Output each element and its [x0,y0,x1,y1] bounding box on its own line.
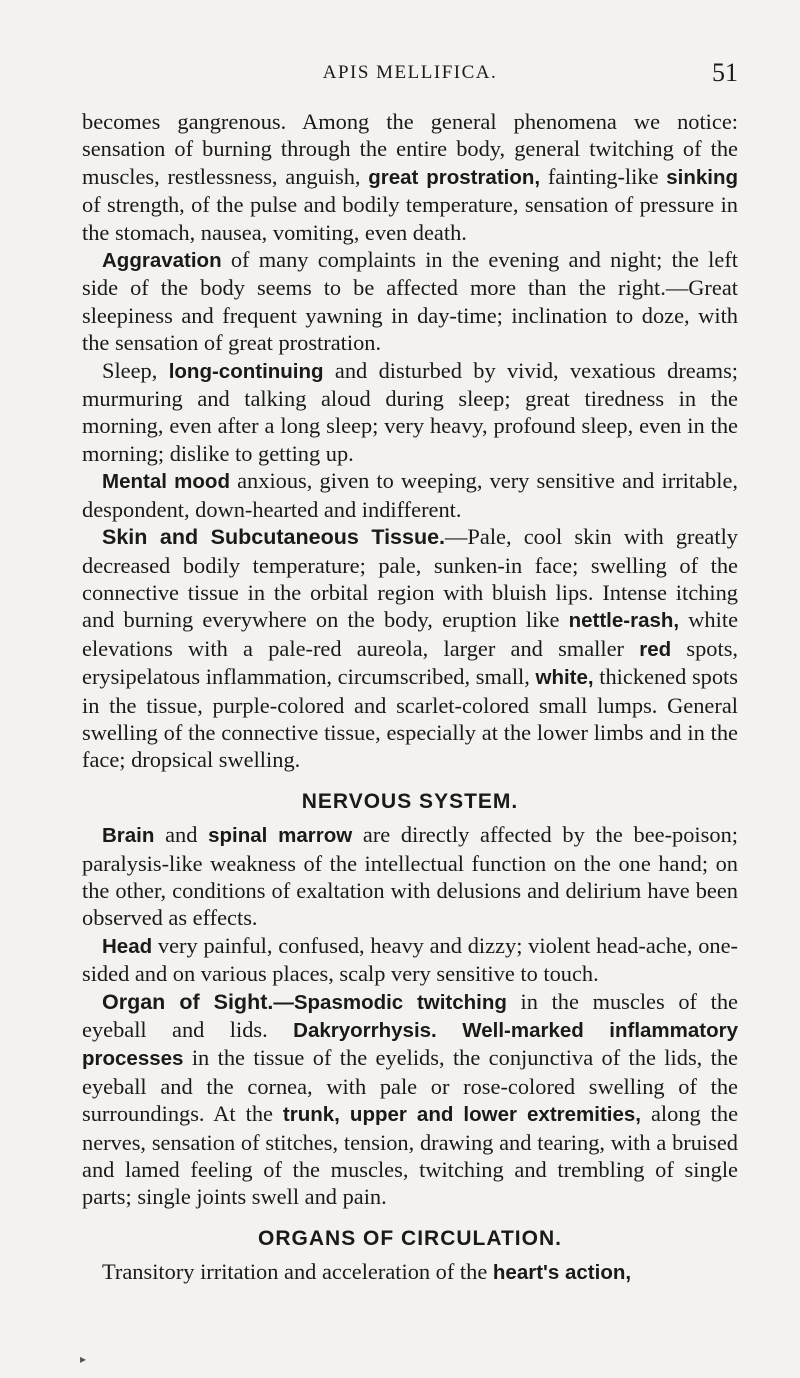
section-heading-nervous-system: NERVOUS SYSTEM. [301,789,519,813]
bold-run: sinking [666,165,739,189]
paragraph-general-phenomena [82,108,738,246]
text-run: Transitory irritation and acceleration of the [102,1259,493,1285]
bold-run: spinal marrow [208,824,353,848]
print-mark: ▸ [80,1352,87,1366]
bold-run: Brain [102,824,155,848]
text-run: and [154,822,209,848]
paragraph-circulation [82,1258,738,1286]
running-head [82,60,738,90]
bold-run: trunk, upper and lower extremities, [282,1103,641,1127]
bold-run: Head [102,934,153,958]
paragraph-skin [82,523,738,774]
bold-run: Dakryorrhysis. Well-marked inflammatory processes [82,1019,739,1071]
text-run: becomes gangrenous. Among the general phenomena we notice: sensation of burning through the entire body, general twitching of the muscles, restlessness, anguish, [82,109,738,189]
paragraph-mental-mood [82,467,738,523]
paragraph-sleep [82,357,738,468]
inline-heading: Skin and Subcutaneous Tissue. [102,525,446,550]
paragraph-aggravation [82,246,738,357]
bold-run: Aggravation [102,249,222,273]
bold-run: heart's action, [492,1261,632,1285]
paragraph-brain [82,821,738,932]
bold-run: nettle-rash, [568,609,680,633]
bold-run: —Spasmodic twitching [273,990,507,1014]
text-run: fainting-like [540,163,667,189]
text-run: anxious, given to weeping, very sensitive and irritable, despondent, down-hearted and indifferent. [82,468,738,522]
text-run: very painful, confused, heavy and dizzy; violent head-ache, one-sided and on various places, scalp very sensitive to touch. [82,932,738,987]
paragraph-organ-of-sight [82,988,738,1211]
bold-run: Mental mood [102,470,230,494]
bold-run: white, [535,666,594,690]
paragraph-head [82,932,738,988]
text-run: along the nerves, sensation of stitches, tension, drawing and tearing, with a bruised and lamed feeling of the muscles, twitching and trembling of single parts; single joints swell and pain. [82,1101,739,1210]
text-run: of many complaints in the evening and night; the left side of the body seems to be affected more than the right.—Great sleepiness and frequent yawning in day-time; inclination to doze, with the sensation of great prostration. [82,247,738,356]
text-run: of strength, of the pulse and bodily temperature, sensation of pressure in the stomach, nausea, vomiting, even death. [82,192,738,245]
text-run: thickened spots in the tissue, purple-colored and scarlet-colored small lumps. General swelling of the connective tissue, especially at the lower limbs and in the face; dropsical swelling. [82,664,738,773]
section-heading-circulation: ORGANS OF CIRCULATION. [258,1226,562,1250]
text-run: in the muscles of the eyeball and lids. [82,988,738,1042]
bold-run: great prostration, [368,165,541,189]
text-run: spots, erysipelatous inflammation, circumscribed, small, [82,635,739,690]
text-run: Sleep, [102,357,169,383]
text-run: are directly affected by the bee-poison; paralysis-like weakness of the intellectual function on the one hand; on the other, conditions of exaltation with delusions and delirium have been observed as effects. [82,822,738,931]
bold-run: long-continuing [168,359,324,383]
text-run: in the tissue of the eyelids, the conjunctiva of the lids, the eyeball and the cornea, with pale or rose-colored swelling of the surroundings. At the [82,1045,738,1127]
running-title: APIS MELLIFICA. [322,62,498,83]
text-run: white elevations with a pale-red aureola, larger and smaller [82,607,739,661]
bold-run: red [639,637,672,661]
page-number: 51 [712,58,738,87]
text-run: and disturbed by vivid, vexatious dreams; murmuring and talking aloud during sleep; great tiredness in the morning, even after a long sleep; very heavy, profound sleep, even in the morning; dislike to getting up. [82,357,738,466]
text-run: —Pale, cool skin with greatly decreased bodily temperature; pale, sunken-in face; swelling of the connective tissue in the orbital region with bluish lips. Intense itching and burning everywhere on the body, eruption like [82,524,739,633]
inline-heading: Organ of Sight. [102,989,274,1014]
body-text [82,108,738,1287]
